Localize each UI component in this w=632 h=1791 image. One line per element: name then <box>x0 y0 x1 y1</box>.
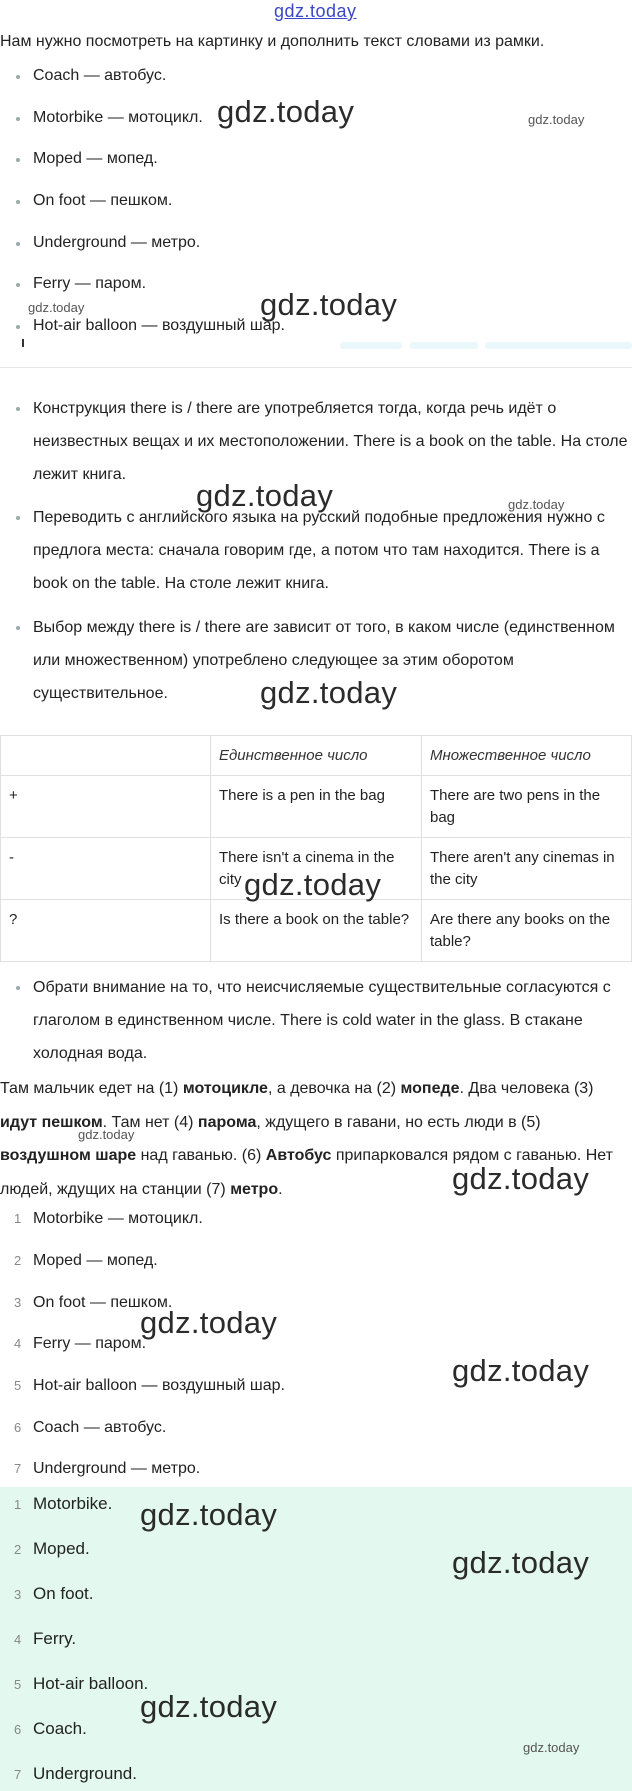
list-item: 3 On foot. <box>14 1584 94 1603</box>
list-item: 2 Moped — мопед. <box>14 1252 158 1269</box>
list-item: Hot-air balloon — воздушный шар. <box>0 314 285 338</box>
list-item: Underground — метро. <box>0 231 200 255</box>
site-logo[interactable]: gdz.today <box>274 1 357 21</box>
decor-bar <box>340 342 402 349</box>
list-item: 4 Ferry. <box>14 1629 77 1648</box>
list-item: 3 On foot — пешком. <box>14 1294 173 1311</box>
watermark: gdz.today <box>260 675 398 710</box>
list-item: 6 Coach — автобус. <box>14 1419 167 1436</box>
list-item: Конструкция there is / there are употребляется тогда, когда речь идёт о неизвестных вещах и их местоположении. There is a book on the table. На столе лежит книга. <box>0 392 632 491</box>
list-item: 7 Underground. <box>14 1764 137 1783</box>
list-item: Moped — мопед. <box>0 147 158 171</box>
list-item: Ferry — паром. <box>0 272 146 296</box>
table-header-cell: Единственное число <box>211 736 422 776</box>
list-item: Выбор между there is / there are зависит от того, в каком числе (единственном или множественном) употреблено следующее за этим оборотом существительное. <box>0 611 632 710</box>
table-cell: There aren't any cinemas in the city <box>422 838 632 900</box>
table-cell: There isn't a cinema in the city <box>211 838 422 900</box>
watermark: gdz.today <box>28 300 85 315</box>
table-row <box>1 900 632 962</box>
list-item: Обрати внимание на то, что неисчисляемые существительные согласуются с глаголом в единственном числе. There is cold water in the glass. В стакане холодная вода. <box>0 971 632 1070</box>
watermark: gdz.today <box>217 94 355 129</box>
watermark: gdz.today <box>452 1545 590 1580</box>
list-item: On foot — пешком. <box>0 189 172 213</box>
table-cell: + <box>1 776 211 838</box>
watermark: gdz.today <box>140 1497 278 1532</box>
watermark: gdz.today <box>140 1305 278 1340</box>
text-cursor <box>22 339 24 347</box>
table-header-cell: Множественное число <box>422 736 632 776</box>
table-cell: There are two pens in the bag <box>422 776 632 838</box>
watermark: gdz.today <box>140 1689 278 1724</box>
watermark: gdz.today <box>78 1127 135 1142</box>
table-row <box>1 776 632 838</box>
watermark: gdz.today <box>452 1353 590 1388</box>
filled-text: Там мальчик едет на (1) мотоцикле, а девочка на (2) мопеде. Два человека (3) идут пешком. Там нет (4) парома, ждущего в гавани, но есть люди в (5) воздушном шаре над гаванью. (6) Автобус припарковался рядом с гаванью. Нет людей, ждущих на станции (7) метро. <box>0 1080 613 1198</box>
list-item: 1 Motorbike. <box>14 1494 113 1513</box>
table-cell: ? <box>1 900 211 962</box>
watermark: gdz.today <box>452 1161 590 1196</box>
table-cell: There is a pen in the bag <box>211 776 422 838</box>
watermark: gdz.today <box>528 112 585 127</box>
list-item: 6 Coach. <box>14 1719 87 1738</box>
list-item: 1 Motorbike — мотоцикл. <box>14 1210 203 1227</box>
task-intro: Нам нужно посмотреть на картинку и дополнить текст словами из рамки. <box>0 33 545 50</box>
section-divider <box>0 367 632 368</box>
list-item: Переводить с английского языка на русский подобные предложения нужно с предлога места: сначала говорим где, а потом что там находится. There is a book on the table. На столе лежит книга. <box>0 501 632 600</box>
watermark: gdz.today <box>196 478 334 513</box>
list-item: 5 Hot-air balloon. <box>14 1674 149 1693</box>
table-cell: - <box>1 838 211 900</box>
table-header-row <box>1 736 632 776</box>
list-item: Motorbike — мотоцикл. <box>0 106 203 130</box>
watermark: gdz.today <box>523 1740 580 1755</box>
decor-bar <box>410 342 478 349</box>
decor-bar <box>485 342 632 349</box>
list-item: 4 Ferry — паром. <box>14 1335 147 1352</box>
list-item: 5 Hot-air balloon — воздушный шар. <box>14 1377 285 1394</box>
list-item: 2 Moped. <box>14 1539 90 1558</box>
watermark: gdz.today <box>244 867 382 902</box>
table-cell: Are there any books on the table? <box>422 900 632 962</box>
table-cell: Is there a book on the table? <box>211 900 422 962</box>
list-item: 7 Underground — метро. <box>14 1460 201 1477</box>
list-item: Coach — автобус. <box>0 64 166 88</box>
table-header-cell <box>1 736 211 776</box>
grammar-table <box>0 735 632 962</box>
watermark: gdz.today <box>260 287 398 322</box>
watermark: gdz.today <box>508 497 565 512</box>
